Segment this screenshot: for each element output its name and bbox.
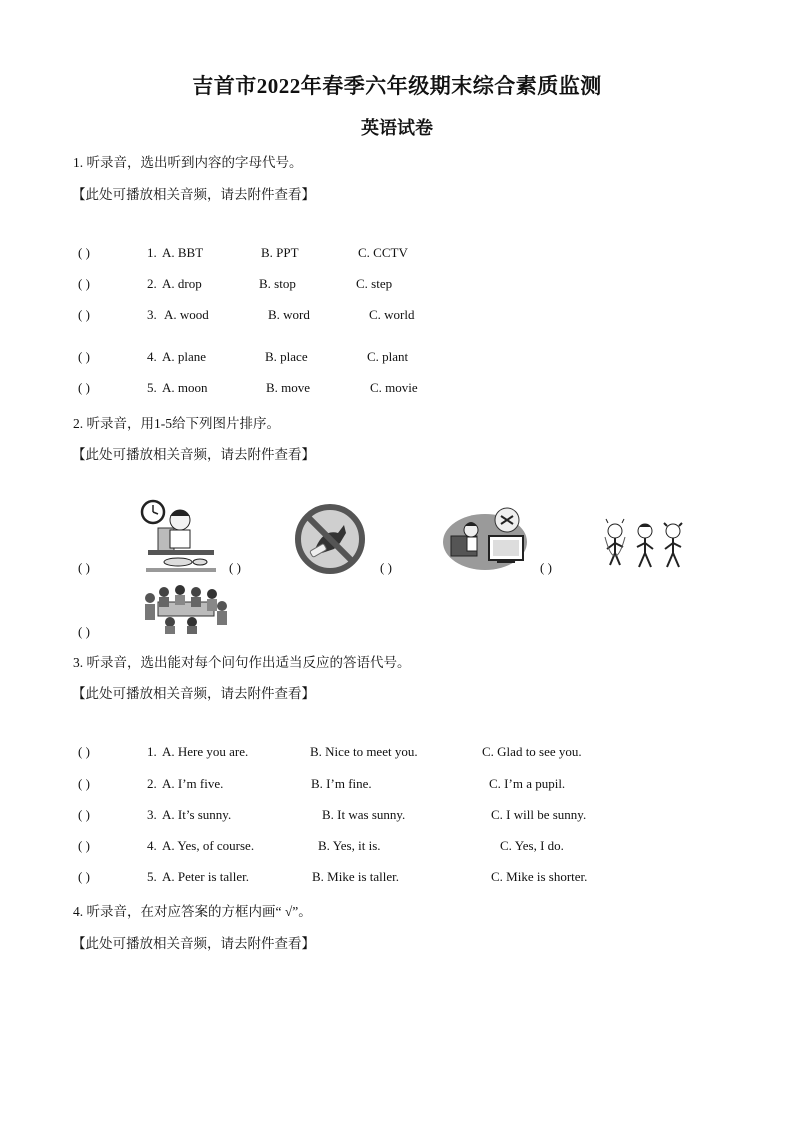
option-c: C. CCTV — [358, 245, 408, 260]
item-number: 3. — [147, 307, 157, 322]
question-2-instruction: 2. 听录音，用1-5给下列图片排序。 — [73, 416, 280, 431]
answer-blank[interactable]: ( ) — [78, 869, 90, 884]
option-b: B. Yes, it is. — [318, 838, 381, 853]
option-a: A. plane — [162, 349, 207, 364]
item-number: 1. — [147, 245, 157, 260]
audio-note: 【此处可播放相关音频，请去附件查看】 — [72, 686, 315, 701]
option-a: A. drop — [162, 276, 202, 291]
answer-blank[interactable]: ( ) — [78, 776, 90, 791]
option-a: A. BBT — [162, 245, 204, 260]
item-number: 2. — [147, 276, 157, 291]
option-c: C. world — [369, 307, 415, 322]
option-c: C. plant — [367, 349, 409, 364]
picture-5-blank[interactable]: ( ) — [78, 624, 90, 639]
answer-blank[interactable]: ( ) — [78, 807, 90, 822]
option-a: A. moon — [162, 380, 208, 395]
option-c: C. I will be sunny. — [491, 807, 587, 822]
audio-note: 【此处可播放相关音频，请去附件查看】 — [72, 187, 315, 202]
picture-girl-eating — [140, 498, 218, 574]
option-b: B. PPT — [261, 245, 299, 260]
option-c: C. Glad to see you. — [482, 744, 582, 759]
option-a: A. wood — [164, 307, 209, 322]
picture-4-blank[interactable]: ( ) — [540, 560, 552, 575]
answer-blank[interactable]: ( ) — [78, 349, 90, 364]
option-b: B. It was sunny. — [322, 807, 406, 822]
page-title: 吉首市2022年春季六年级期末综合素质监测 — [192, 74, 602, 98]
option-a: A. Peter is taller. — [162, 869, 250, 884]
picture-children-playing — [603, 517, 685, 573]
option-a: A. It’s sunny. — [162, 807, 232, 822]
option-b: B. stop — [259, 276, 296, 291]
answer-blank[interactable]: ( ) — [78, 307, 90, 322]
option-b: B. word — [268, 307, 310, 322]
option-a: A. Here you are. — [162, 744, 249, 759]
audio-note: 【此处可播放相关音频，请去附件查看】 — [72, 447, 315, 462]
item-number: 4. — [147, 349, 157, 364]
picture-3-blank[interactable]: ( ) — [380, 560, 392, 575]
answer-blank[interactable]: ( ) — [78, 380, 90, 395]
item-number: 4. — [147, 838, 157, 853]
question-3-instruction: 3. 听录音，选出能对每个问句作出适当反应的答语代号。 — [73, 655, 411, 670]
question-1-instruction: 1. 听录音，选出听到内容的字母代号。 — [73, 155, 303, 170]
answer-blank[interactable]: ( ) — [78, 744, 90, 759]
option-b: B. Nice to meet you. — [310, 744, 418, 759]
option-c: C. Mike is shorter. — [491, 869, 588, 884]
answer-blank[interactable]: ( ) — [78, 245, 90, 260]
option-a: A. Yes, of course. — [162, 838, 255, 853]
item-number: 2. — [147, 776, 157, 791]
option-c: C. movie — [370, 380, 418, 395]
question-4-instruction: 4. 听录音，在对应答案的方框内画“ √”。 — [73, 904, 312, 919]
option-b: B. Mike is taller. — [312, 869, 400, 884]
option-c: C. step — [356, 276, 393, 291]
option-c: C. I’m a pupil. — [489, 776, 566, 791]
item-number: 3. — [147, 807, 157, 822]
item-number: 1. — [147, 744, 157, 759]
picture-girl-watching-tv — [441, 506, 529, 572]
item-number: 5. — [147, 380, 157, 395]
picture-1-blank[interactable]: ( ) — [78, 560, 90, 575]
option-b: B. I’m fine. — [311, 776, 372, 791]
option-a: A. I’m five. — [162, 776, 224, 791]
picture-2-blank[interactable]: ( ) — [229, 560, 241, 575]
audio-note: 【此处可播放相关音频，请去附件查看】 — [72, 936, 315, 951]
item-number: 5. — [147, 869, 157, 884]
option-c: C. Yes, I do. — [500, 838, 564, 853]
answer-blank[interactable]: ( ) — [78, 276, 90, 291]
option-b: B. place — [265, 349, 308, 364]
picture-group-at-table — [140, 584, 230, 634]
picture-no-kangaroo-sign — [294, 503, 366, 575]
answer-blank[interactable]: ( ) — [78, 838, 90, 853]
option-b: B. move — [266, 380, 311, 395]
page-subtitle: 英语试卷 — [361, 118, 433, 138]
